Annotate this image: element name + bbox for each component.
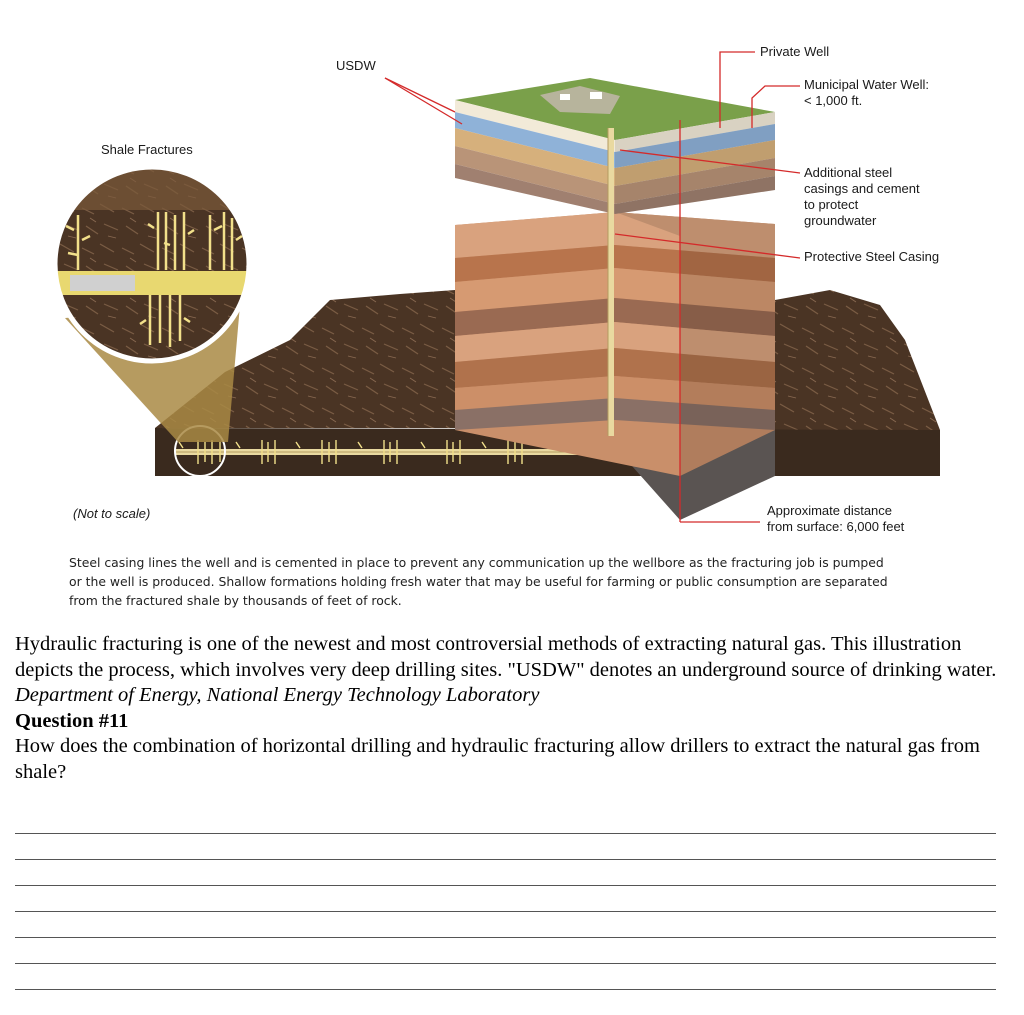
label-usdw: USDW (336, 58, 376, 73)
label-additional-casing (804, 165, 920, 229)
label-protective-casing: Protective Steel Casing (804, 249, 940, 264)
answer-line[interactable] (15, 833, 996, 834)
label-approx-distance (767, 503, 904, 535)
label-shale-fractures: Shale Fractures (101, 142, 193, 157)
surface-block (455, 78, 775, 214)
label-additional-casing-line-3: to protect (804, 197, 859, 212)
subsurface-layer-block (455, 212, 775, 476)
label-not-to-scale: (Not to scale) (73, 506, 151, 521)
answer-lines[interactable] (15, 833, 996, 1015)
rock-formation-right (775, 290, 940, 430)
question-title: Question #11 (15, 709, 129, 732)
answer-line[interactable] (15, 989, 996, 990)
question-text: How does the combination of horizontal drilling and hydraulic fracturing allow drillers to extract the natural gas from shale? (15, 735, 980, 783)
label-municipal-well-line-1: Municipal Water Well: (804, 77, 929, 92)
caption-line-3: from the fractured shale by thousands of feet of rock. (69, 593, 402, 608)
label-additional-casing-line-2: casings and cement (804, 181, 920, 196)
label-additional-casing-line-1: Additional steel (804, 165, 893, 180)
caption-line-2: or the well is produced. Shallow formations holding fresh water that may be useful for farming or public consumption are separated (69, 574, 888, 589)
answer-line[interactable] (15, 911, 996, 912)
answer-line[interactable] (15, 963, 996, 964)
label-municipal-well (804, 77, 929, 109)
intro-paragraph: Hydraulic fracturing is one of the newest and most controversial methods of extracting natural gas. This illustration depicts the process, which involves very deep drilling sites. "USDW" denotes an underground source of drinking water. (15, 633, 997, 681)
worksheet-text (15, 632, 1015, 785)
label-distance-line-1: Approximate distance (767, 503, 893, 518)
source-citation: Department of Energy, National Energy Technology Laboratory (15, 684, 540, 706)
label-private-well: Private Well (760, 44, 830, 59)
answer-line[interactable] (15, 859, 996, 860)
label-distance-line-2: from surface: 6,000 feet (767, 519, 905, 534)
label-additional-casing-line-4: groundwater (804, 213, 877, 228)
answer-line[interactable] (15, 885, 996, 886)
answer-line[interactable] (15, 937, 996, 938)
caption-line-1: Steel casing lines the well and is cemented in place to prevent any communication up the wellbore as the fracturing job is pumped (69, 555, 884, 570)
label-municipal-well-line-2: < 1,000 ft. (804, 93, 863, 108)
figure-caption (69, 553, 949, 610)
